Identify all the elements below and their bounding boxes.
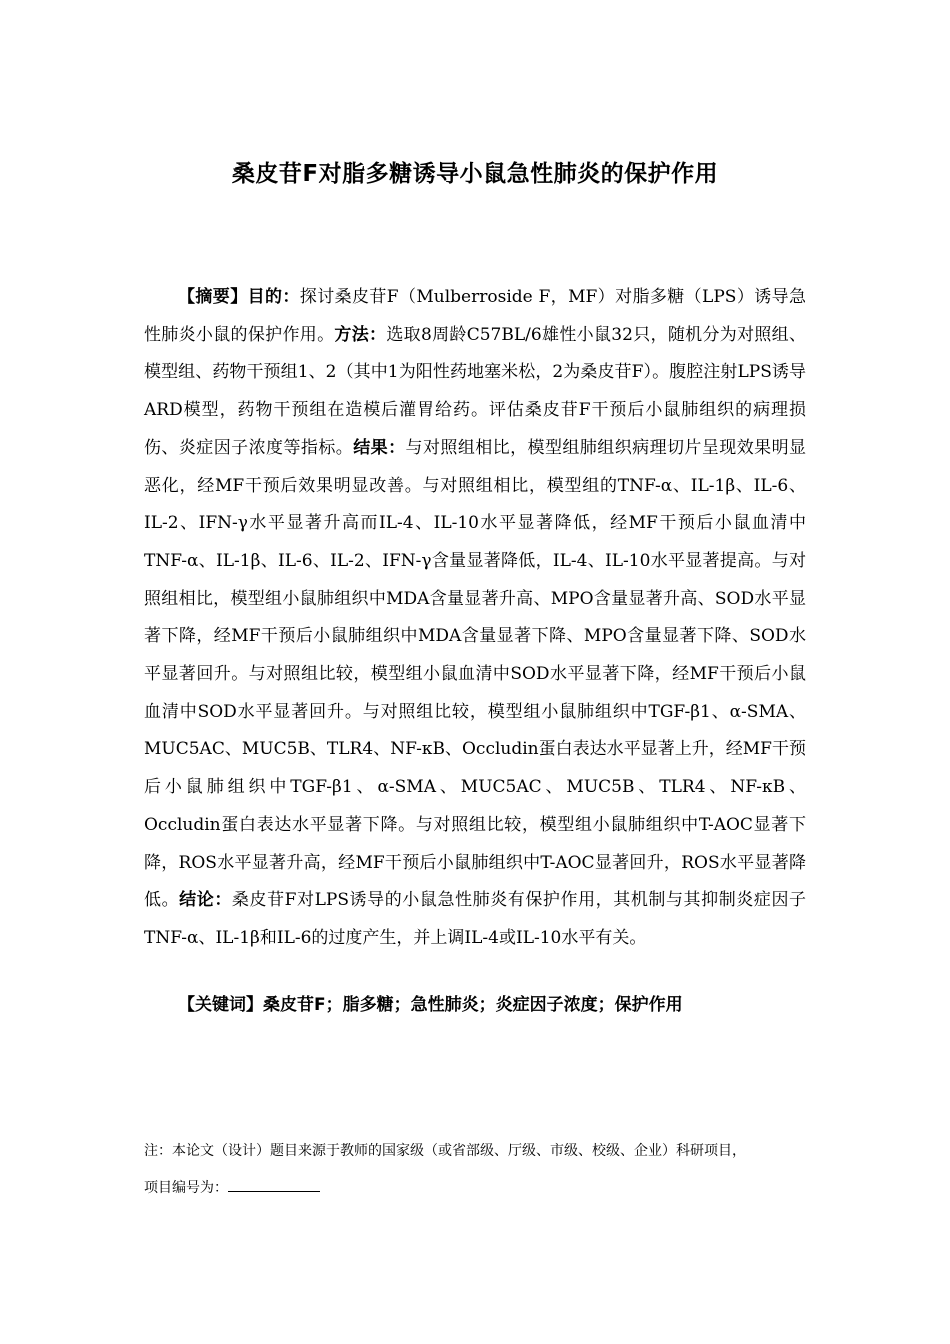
project-number-label: 项目编号为： [144, 1180, 228, 1196]
paper-title: 桑皮苷F对脂多糖诱导小鼠急性肺炎的保护作用 [231, 161, 719, 187]
keywords [178, 990, 683, 1015]
footnote-text: 注：本论文（设计）题目来源于教师的国家级（或省部级、厅级、市级、校级、企业）科研项目， [144, 1143, 746, 1159]
objective-label: 目的： [247, 287, 300, 307]
objective-text: 探讨桑皮苷F（Mulberroside F，MF）对脂多糖（LPS）诱导急性肺炎小鼠的保护作用。 [144, 287, 807, 345]
keywords-text: 桑皮苷F；脂多糖；急性肺炎；炎症因子浓度；保护作用 [263, 995, 683, 1015]
results-label: 结果： [353, 437, 406, 458]
conclusion-text: 桑皮苷F对LPS诱导的小鼠急性肺炎有保护作用，其机制与其抑制炎症因子TNF-α、IL-1β和IL-6的过度产生，并上调IL-4或IL-10水平有关。 [144, 890, 807, 948]
abstract [144, 279, 806, 958]
abstract-label: 【摘要】 [178, 287, 248, 307]
conclusion-label: 结论： [179, 890, 232, 911]
project-number-blank [228, 1176, 320, 1192]
keywords-label: 【关键词】 [178, 995, 263, 1015]
methods-label: 方法： [334, 324, 387, 345]
results-text: 与对照组相比，模型组肺组织病理切片呈现效果明显恶化，经MF干预后效果明显改善。与对照组相比，模型组的TNF-α、IL-1β、IL-6、IL-2、IFN-γ水平显著升高而IL-4、IL-10水平显著降低，经MF干预后小鼠血清中 TNF-α、IL-1β、IL-6、IL-2、IFN-γ含量显著降低，IL-4、IL-10水平显著提高。与对照组相比，模型组小鼠肺组织中MDA含量显著升高、MPO含量显著升高、SOD水平显著下降，经MF干预后小鼠肺组织中MDA含量显著下降、MPO含量显著下降、SOD水平显著回升。与对照组比较，模型组小鼠血清中SOD水平显著下降，经MF干预后小鼠血清中SOD水平显著回升。与对照组比较，模型组小鼠肺组织中TGF-β1、α-SMA、MUC5AC、MUC5B、TLR4、NF-κB、Occludin蛋白表达水平显著上升，经MF干预后小鼠肺组织中TGF-β1、α-SMA、MUC5AC、MUC5B、TLR4、NF-κB、Occludin蛋白表达水平显著下降。与对照组比较，模型组小鼠肺组织中T-AOC显著下降，ROS水平显著升高，经MF干预后小鼠肺组织中T-AOC显著回升，ROS水平显著降低。 [144, 437, 807, 911]
methods-text: 选取8周龄C57BL/6雄性小鼠32只，随机分为对照组、模型组、药物干预组1、2（其中1为阳性药地塞米松，2为桑皮苷F）。腹腔注射LPS诱导ARD模型，药物干预组在造模后灌胃给药。评估桑皮苷F干预后小鼠肺组织的病理损伤、炎症因子浓度等指标。 [144, 324, 806, 458]
footnote [144, 1133, 808, 1207]
